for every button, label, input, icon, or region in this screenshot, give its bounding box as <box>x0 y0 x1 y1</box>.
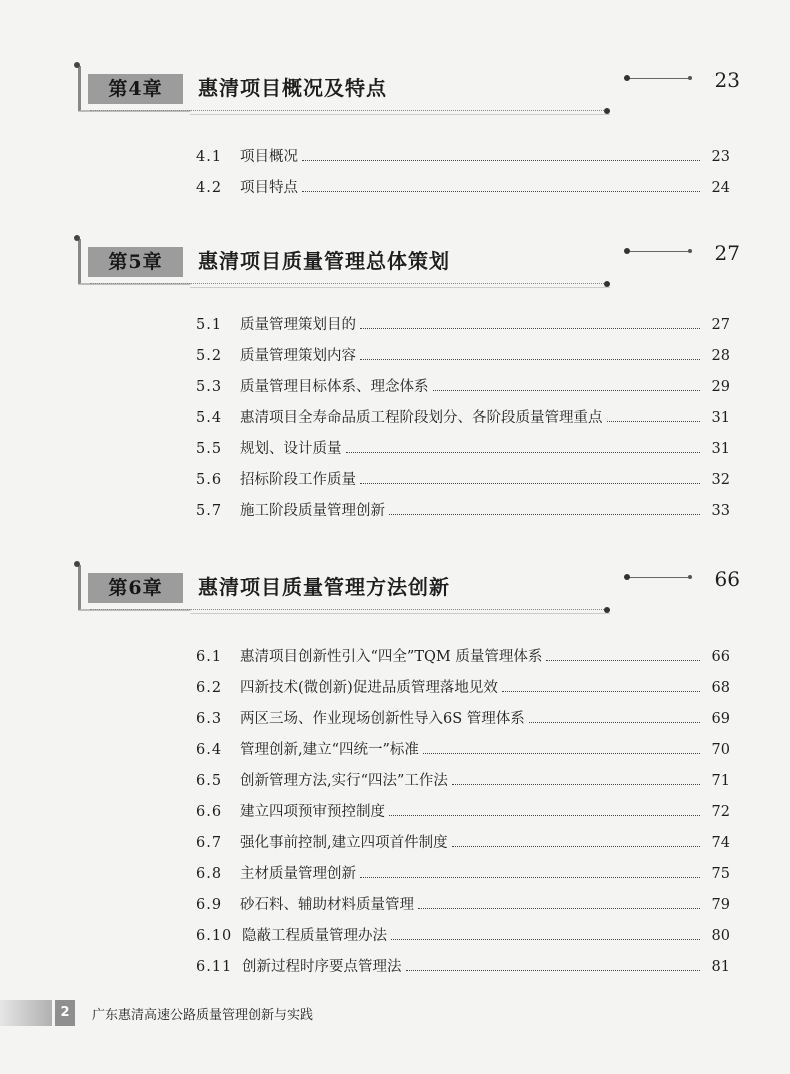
toc-entry[interactable] <box>196 500 730 522</box>
section-title: 创新过程时序要点管理法 <box>242 959 402 975</box>
section-number: 4.2 <box>196 180 223 196</box>
dot-leader <box>360 483 700 484</box>
section-page: 70 <box>711 742 730 758</box>
decorative-dot <box>688 575 692 579</box>
section-title: 砂石料、辅助材料质量管理 <box>240 897 414 913</box>
section-title: 惠清项目创新性引入“四全”TQM 质量管理体系 <box>240 649 543 665</box>
chapter-page-number: 27 <box>714 241 740 265</box>
section-number: 6.8 <box>196 866 223 882</box>
chapter-page-number: 66 <box>714 567 740 591</box>
chapter-label: 第4章 <box>88 74 183 104</box>
section-title: 施工阶段质量管理创新 <box>240 503 385 519</box>
section-page: 33 <box>711 503 730 519</box>
decorative-line <box>628 251 690 252</box>
dot-leader <box>423 753 700 754</box>
dot-leader <box>529 722 700 723</box>
section-title: 强化事前控制,建立四项首件制度 <box>240 835 448 851</box>
section-number: 6.2 <box>196 680 223 696</box>
chapter-4-header <box>0 64 790 134</box>
section-page: 69 <box>711 711 730 727</box>
chapter-divider-faint <box>190 613 610 614</box>
section-number: 6.3 <box>196 711 223 727</box>
section-page: 31 <box>711 441 730 457</box>
section-number: 6.6 <box>196 804 223 820</box>
section-page: 80 <box>711 928 730 944</box>
dot-leader <box>452 784 700 785</box>
toc-entry[interactable] <box>196 469 730 491</box>
decorative-dot <box>74 561 80 567</box>
section-page: 24 <box>711 180 730 196</box>
dot-leader <box>389 514 700 515</box>
toc-entry[interactable] <box>196 438 730 460</box>
dot-leader <box>433 390 701 391</box>
section-page: 32 <box>711 472 730 488</box>
chapter-divider-faint <box>190 287 610 288</box>
toc-entry[interactable] <box>196 376 730 398</box>
chapter-label: 第5章 <box>88 247 183 277</box>
section-title: 主材质量管理创新 <box>240 866 356 882</box>
section-page: 66 <box>711 649 730 665</box>
chapter-divider <box>90 283 610 284</box>
section-title: 惠清项目全寿命品质工程阶段划分、各阶段质量管理重点 <box>240 410 603 426</box>
footer-book-title: 广东惠清高速公路质量管理创新与实践 <box>92 1008 314 1023</box>
dot-leader <box>389 815 700 816</box>
toc-entry[interactable] <box>196 801 730 823</box>
section-page: 68 <box>711 680 730 696</box>
decorative-line <box>628 78 690 79</box>
section-title: 创新管理方法,实行“四法”工作法 <box>240 773 448 789</box>
section-number: 5.4 <box>196 410 223 426</box>
decorative-dot <box>604 108 610 114</box>
toc-entry[interactable] <box>196 863 730 885</box>
chapter-divider-faint <box>190 114 610 115</box>
decorative-dot <box>604 281 610 287</box>
section-number: 6.4 <box>196 742 223 758</box>
chapter-title: 惠清项目概况及特点 <box>198 76 387 100</box>
section-page: 29 <box>711 379 730 395</box>
toc-entry[interactable] <box>196 407 730 429</box>
decorative-dot <box>604 607 610 613</box>
dot-leader <box>391 939 700 940</box>
section-number: 5.6 <box>196 472 223 488</box>
section-number: 5.5 <box>196 441 223 457</box>
section-number: 5.1 <box>196 317 223 333</box>
toc-entry[interactable] <box>196 739 730 761</box>
chapter-6-header <box>0 563 790 633</box>
section-page: 74 <box>711 835 730 851</box>
toc-entry[interactable] <box>196 925 730 947</box>
toc-entry[interactable] <box>196 177 730 199</box>
toc-entry[interactable] <box>196 956 730 978</box>
section-title: 两区三场、作业现场创新性导入6S 管理体系 <box>240 711 525 727</box>
section-number: 6.1 <box>196 649 223 665</box>
chapter-divider <box>90 110 610 111</box>
dot-leader <box>418 908 700 909</box>
decorative-dot <box>74 235 80 241</box>
section-title: 质量管理策划目的 <box>240 317 356 333</box>
decorative-dot <box>624 248 630 254</box>
decorative-dot <box>624 574 630 580</box>
section-title: 质量管理策划内容 <box>240 348 356 364</box>
section-title: 规划、设计质量 <box>240 441 342 457</box>
dot-leader <box>360 877 700 878</box>
dot-leader <box>360 359 700 360</box>
toc-entry[interactable] <box>196 314 730 336</box>
section-number: 6.5 <box>196 773 223 789</box>
dot-leader <box>360 328 700 329</box>
dot-leader <box>406 970 701 971</box>
chapter-label: 第6章 <box>88 573 183 603</box>
section-title: 项目概况 <box>240 149 298 165</box>
footer-page-number: 2 <box>55 1000 75 1026</box>
section-page: 75 <box>711 866 730 882</box>
section-number: 5.7 <box>196 503 223 519</box>
section-title: 建立四项预审预控制度 <box>240 804 385 820</box>
section-page: 28 <box>711 348 730 364</box>
footer-bar <box>0 1000 52 1026</box>
dot-leader <box>302 191 700 192</box>
section-page: 27 <box>711 317 730 333</box>
section-number: 5.2 <box>196 348 223 364</box>
section-number: 4.1 <box>196 149 223 165</box>
section-page: 23 <box>711 149 730 165</box>
dot-leader <box>502 691 700 692</box>
dot-leader <box>302 160 700 161</box>
dot-leader <box>346 452 701 453</box>
section-page: 81 <box>711 959 730 975</box>
section-title: 招标阶段工作质量 <box>240 472 356 488</box>
decorative-dot <box>624 75 630 81</box>
toc-entry[interactable] <box>196 894 730 916</box>
section-page: 31 <box>711 410 730 426</box>
section-title: 隐蔽工程质量管理办法 <box>242 928 387 944</box>
chapter-title: 惠清项目质量管理方法创新 <box>198 575 450 599</box>
decorative-dot <box>688 249 692 253</box>
section-page: 71 <box>711 773 730 789</box>
section-title: 质量管理目标体系、理念体系 <box>240 379 429 395</box>
toc-entry[interactable] <box>196 832 730 854</box>
toc-entry[interactable] <box>196 345 730 367</box>
dot-leader <box>546 660 700 661</box>
section-title: 管理创新,建立“四统一”标准 <box>240 742 419 758</box>
chapter-page-number: 23 <box>714 68 740 92</box>
section-number: 6.10 <box>196 928 233 944</box>
decorative-dot <box>688 76 692 80</box>
section-number: 6.9 <box>196 897 223 913</box>
dot-leader <box>452 846 700 847</box>
toc-entry[interactable] <box>196 146 730 168</box>
section-number: 6.11 <box>196 959 233 975</box>
section-page: 72 <box>711 804 730 820</box>
section-title: 四新技术(微创新)促进品质管理落地见效 <box>240 680 498 696</box>
decorative-dot <box>74 62 80 68</box>
section-number: 5.3 <box>196 379 223 395</box>
section-page: 79 <box>711 897 730 913</box>
toc-entry[interactable] <box>196 677 730 699</box>
chapter-title: 惠清项目质量管理总体策划 <box>198 249 450 273</box>
toc-entry[interactable] <box>196 770 730 792</box>
toc-entry[interactable] <box>196 646 730 668</box>
chapter-divider <box>90 609 610 610</box>
section-number: 6.7 <box>196 835 223 851</box>
dot-leader <box>607 421 701 422</box>
chapter-5-header <box>0 237 790 307</box>
decorative-line <box>628 577 690 578</box>
section-title: 项目特点 <box>240 180 298 196</box>
toc-entry[interactable] <box>196 708 730 730</box>
